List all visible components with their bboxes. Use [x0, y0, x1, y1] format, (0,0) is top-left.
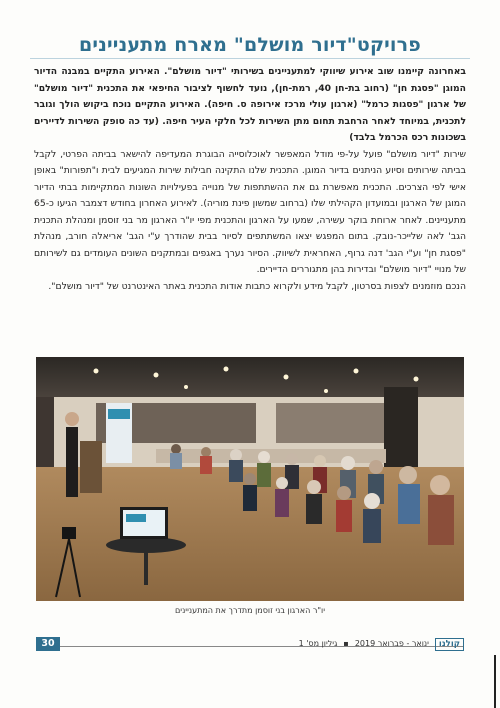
event-photo-illustration — [36, 357, 464, 601]
footer-separator-icon: ▪ — [343, 639, 349, 648]
photo-caption: יו"ר הארגון בני זוסמן מתדרך את המתעניינים — [174, 606, 326, 615]
article-paragraph-body: שירות "דיור מושלם" פועל על-פי מודל המאפשר לאוכלוסייה הבוגרת המעדיפה להישאר בביתה הפרטי, לקבל בביתה שירותים וסיוע הניתנים בדיור המוגן. התכנית שלנו התקינה חבילות שירות המגיעים לבית ו"תפורות" באופן אישי לפי הצרכים. התכנית מאפשרת גם את ההשתתפות של מנוייה בפעילויות השונות המתקיימות בבתי הדיור המוגן של הארגון ובמועדון הקהילתי שלו (ברחוב שמשון פינת מוריה). לאירוע האחרון בחודש דצמבר הגיעו כ-65 מתעניינים. לאחר ארוחת בוקר עשירה, שמעו על הארגון והתכנית מפי יו"ר הארגון מר בני זוסמן ומנהלת התכנית הגב' לאה שלייכר-נובק. בתום המפגש יצאו המשתתפים לסיור בבית שהודרך ע"י הגב' אריאלה חורב, מנהלת "פסגת חן" וע"י הגב' דנה גרוף, האחראית לשיווק. הסיור נערך באגפים ובמתקנים השונים העומדים גם לשירותם של מנויי "דיור מושלם" ובדירות בהן מתגוררים הדיירים. — [34, 148, 466, 275]
issue-date: ינואר - פברואר 2019 — [354, 639, 429, 648]
article-body — [34, 64, 466, 295]
title-divider — [30, 58, 470, 59]
issue-number: גיליון מס' 1 — [298, 639, 338, 648]
publication-logo: קולנו — [435, 638, 464, 651]
page-number: 30 — [36, 637, 60, 651]
article-paragraph-closing: הנכם מוזמנים לצפות בסרטון, לקבל מידע ולקרוא כתבות אודות התכנית באתר האינטרנט של "דיור מושלם". — [48, 280, 466, 292]
event-photo — [36, 357, 464, 601]
article-paragraph-intro: באחרונה קיימנו שוב אירוע שיווקי למתעניינים בשירותי "דיור מושלם". האירוע התקיים במבנה הדיור המוגן "פסגת חן" (רחוב בת-חן 40, רמת-חן), נועד לחשוף לציבור החיפאי את התכנית "דיור מושלם" של ארגון "פסגות כרמל" (ארגון עולי מרכז אירופה ס. חיפה). האירוע התקיים נוכח ביקוש הולך וגובר לתכנית, במיוחד לאחר הרחבת תחום מתן השירות לכל חלקי העיר חיפה. (עד כה סופק השירות לדיירים בשכונות רכס הכרמל בלבד) — [34, 66, 466, 143]
footer-publication-info — [299, 637, 464, 651]
scan-edge-mark — [494, 655, 496, 708]
article-title: פרויקט"דיור מושלם" מארח מתעניינים — [78, 34, 421, 56]
